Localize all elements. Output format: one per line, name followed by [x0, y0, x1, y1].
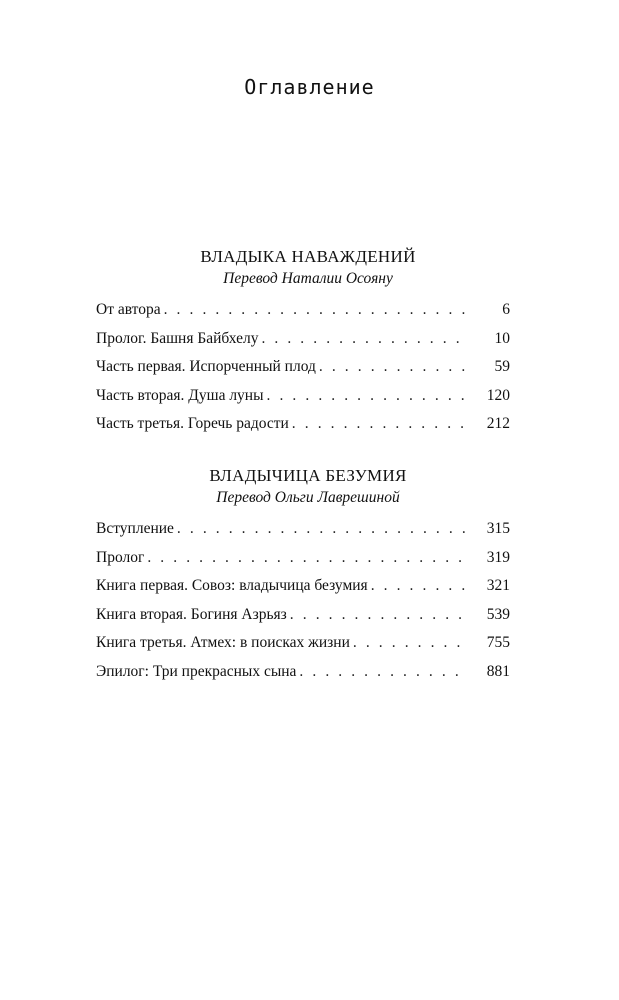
section-heading: ВЛАДЫКА НАВАЖДЕНИЙ — [200, 247, 416, 266]
leader-dots — [147, 544, 466, 573]
toc-entry[interactable] — [96, 544, 510, 573]
section-heading: ВЛАДЫЧИЦА БЕЗУМИЯ — [209, 466, 407, 485]
toc-entry[interactable] — [96, 658, 510, 687]
toc-entry[interactable] — [96, 353, 510, 382]
toc-entry[interactable] — [96, 382, 510, 411]
leader-dots — [267, 382, 466, 411]
page-title: Оглавление — [244, 75, 375, 99]
toc-entry[interactable] — [96, 296, 510, 325]
leader-dots — [319, 353, 466, 382]
toc-entry-page: 10 — [494, 329, 510, 347]
leader-dots — [261, 325, 466, 354]
toc-entry[interactable] — [96, 572, 510, 601]
leader-dots — [292, 410, 466, 439]
toc-entry-label: Пролог. Башня Байбхелу — [96, 329, 259, 347]
toc-entry-label: Книга вторая. Богиня Азрьяз — [96, 605, 287, 623]
toc-entry-page: 319 — [486, 548, 510, 566]
leader-dots — [371, 572, 466, 601]
toc-entry[interactable] — [96, 601, 510, 630]
toc-entry-page: 881 — [486, 662, 510, 680]
toc-entry-label: Пролог — [96, 548, 145, 566]
toc-entry-label: Часть вторая. Душа луны — [96, 386, 264, 404]
toc-entry-label: Книга первая. Совоз: владычица безумия — [96, 577, 368, 595]
toc-entry[interactable] — [96, 410, 510, 439]
toc-entry-label: Часть первая. Испорченный плод — [96, 358, 316, 376]
leader-dots — [299, 658, 466, 687]
toc-entry-page: 59 — [494, 358, 510, 376]
toc-entry-label: Эпилог: Три прекрасных сына — [96, 662, 297, 680]
toc-list — [96, 296, 510, 439]
toc-entry[interactable] — [96, 325, 510, 354]
toc-entry-label: От автора — [96, 301, 161, 318]
toc-entry-page: 315 — [486, 520, 510, 537]
toc-entry-page: 6 — [502, 301, 510, 318]
toc-list — [96, 515, 510, 687]
leader-dots — [177, 515, 466, 544]
toc-entry[interactable] — [96, 629, 510, 658]
toc-entry-page: 212 — [486, 415, 510, 433]
toc-entry-page: 539 — [486, 605, 510, 623]
leader-dots — [164, 296, 466, 325]
toc-entry-label: Вступление — [96, 520, 174, 537]
leader-dots — [290, 601, 466, 630]
toc-entry-page: 755 — [486, 634, 510, 652]
leader-dots — [353, 629, 466, 658]
toc-entry[interactable] — [96, 515, 510, 544]
toc-entry-page: 321 — [486, 577, 510, 595]
section-translator: Перевод Ольги Лаврешиной — [216, 489, 400, 506]
toc-section-2 — [96, 465, 510, 687]
toc-entry-label: Книга третья. Атмех: в поисках жизни — [96, 634, 350, 652]
toc-section-1 — [96, 246, 510, 439]
section-translator: Перевод Наталии Осояну — [223, 270, 393, 287]
toc-entry-page: 120 — [486, 386, 510, 404]
toc-entry-label: Часть третья. Горечь радости — [96, 415, 289, 433]
